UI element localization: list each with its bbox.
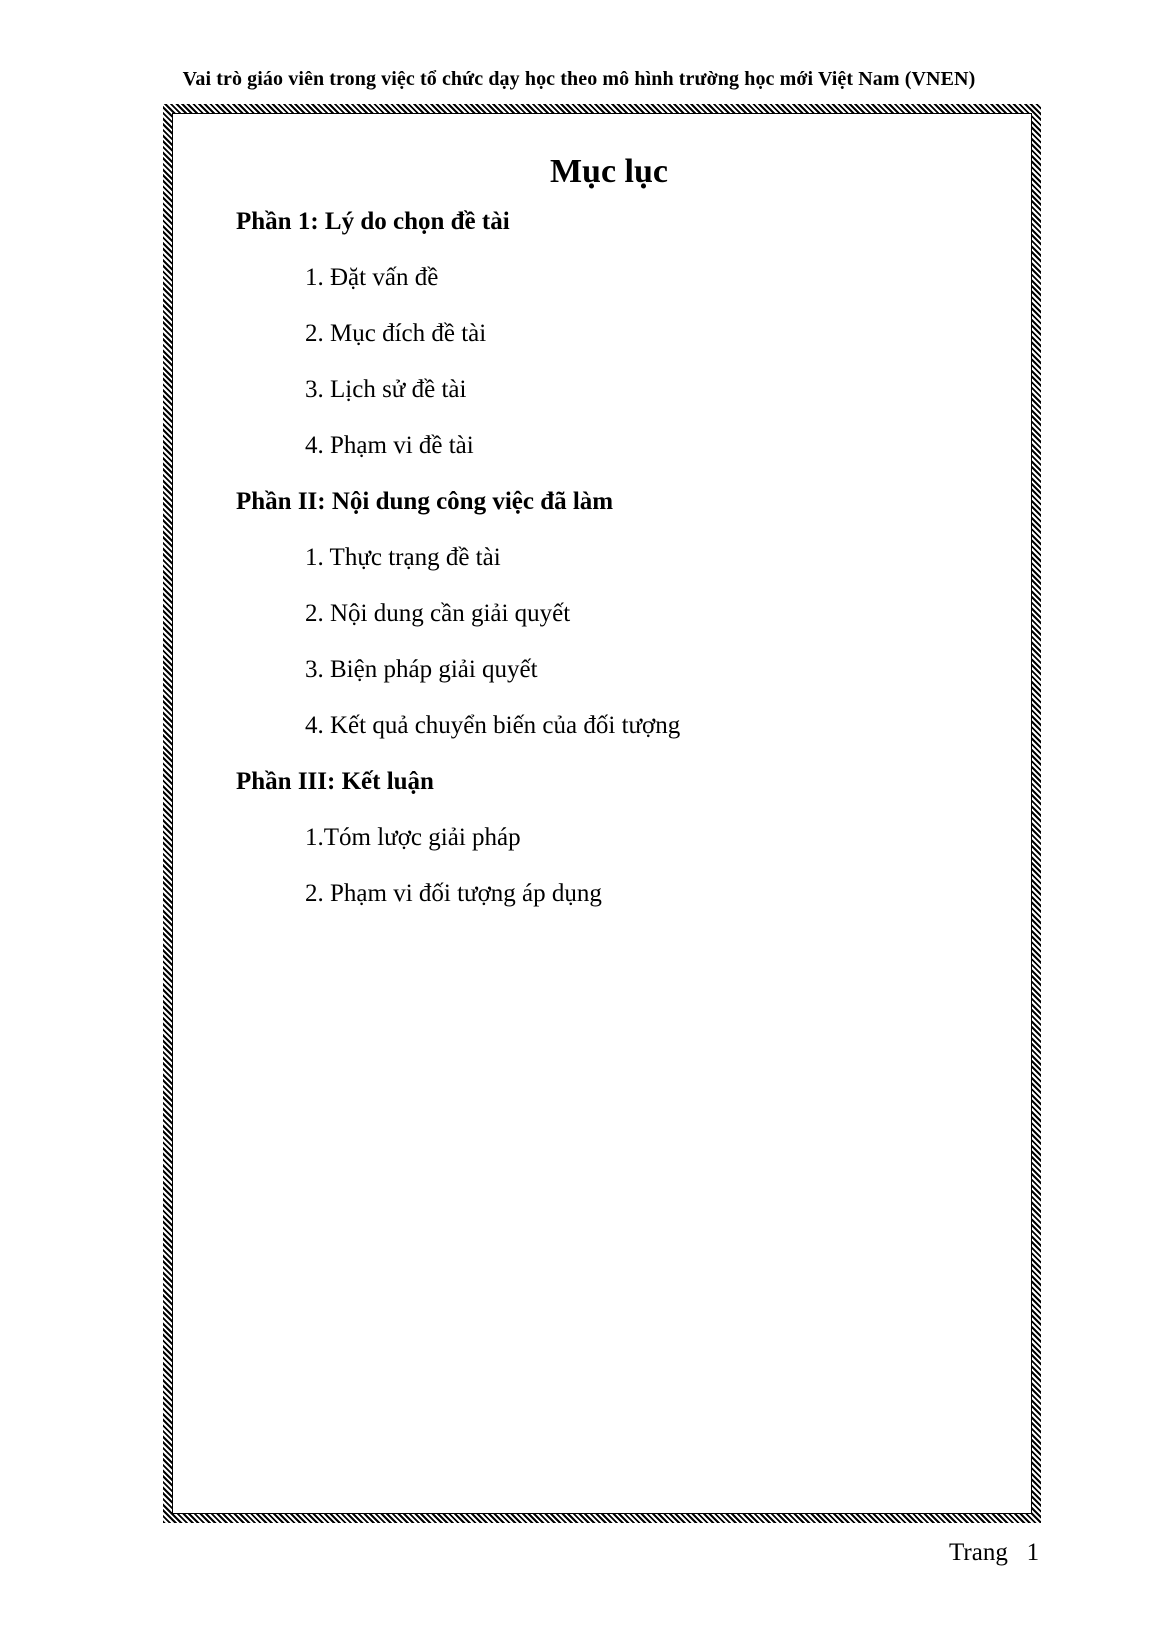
toc-item: 3. Biện pháp giải quyết [305, 656, 538, 683]
page-footer [949, 1539, 1039, 1567]
frame-inner-line [172, 113, 1032, 1514]
running-header: Vai trò giáo viên trong việc tổ chức dạy học theo mô hình trường học mới Việt Nam (VNEN) [182, 68, 976, 90]
toc-item: 1. Thực trạng đề tài [305, 544, 501, 571]
page-border-frame [163, 104, 1041, 1523]
page-label: Trang [949, 1539, 1008, 1566]
toc-section-3-heading: Phần III: Kết luận [236, 768, 434, 795]
toc-item: 4. Kết quả chuyển biến của đối tượng [305, 712, 681, 739]
toc-item: 2. Mục đích đề tài [305, 320, 487, 347]
toc-item: 2. Nội dung cần giải quyết [305, 600, 571, 627]
toc-title: Mục lục [549, 153, 669, 190]
toc-item: 3. Lịch sử đề tài [305, 376, 467, 403]
toc-section-2-heading: Phần II: Nội dung công việc đã làm [236, 488, 614, 515]
toc-item: 1. Đặt vấn đề [305, 264, 439, 291]
page-number: 1 [1026, 1539, 1040, 1566]
toc-item: 4. Phạm vi đề tài [305, 432, 474, 459]
toc-section-1-heading: Phần 1: Lý do chọn đề tài [236, 208, 510, 235]
toc-item: 2. Phạm vi đối tượng áp dụng [305, 880, 602, 907]
toc-item: 1.Tóm lược giải pháp [305, 824, 521, 851]
